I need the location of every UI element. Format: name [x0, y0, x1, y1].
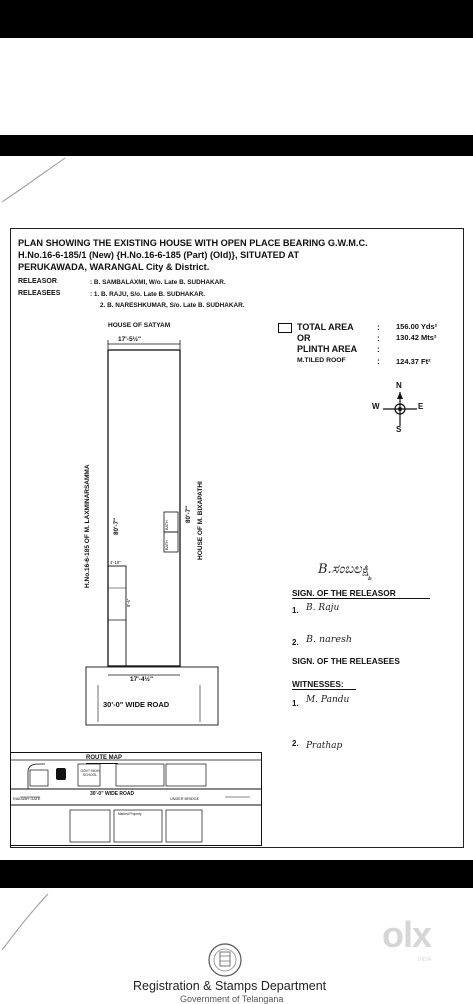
east-boundary: HOUSE OF M. BIXAPATHI	[197, 481, 204, 560]
releasee-2: 2. B. NARESHKUMAR, S/o. Late B. SUDHAKAR.	[100, 302, 245, 309]
releasor-signature: B.ಸಂಬಲಕ್ಷ್ಮಿ	[318, 562, 373, 577]
releasee-1-signature: B. Raju	[306, 603, 340, 613]
releasee-2-number: 2.	[292, 638, 299, 647]
releasees-label: RELEASEES	[18, 290, 61, 297]
total-area-label: TOTAL AREA	[297, 322, 354, 332]
north-boundary: HOUSE OF SATYAM	[108, 322, 171, 329]
upper-black-bar	[0, 135, 473, 156]
road-label: 30'-0" WIDE ROAD	[103, 700, 170, 709]
colon-4: :	[377, 356, 380, 366]
top-black-bar	[0, 0, 473, 38]
witness-1-signature: M. Pandu	[306, 695, 350, 705]
compass-west: W	[372, 402, 380, 411]
site-plan-drawing	[80, 340, 230, 740]
tiled-roof-label: M.TILED ROOF	[297, 357, 346, 364]
releasor-sign-heading: SIGN. OF THE RELEASOR	[292, 588, 396, 598]
olx-watermark: olx	[382, 914, 432, 955]
witnesses-heading: WITNESSES:	[292, 679, 344, 689]
bath-label-2: BATH	[165, 540, 169, 550]
releasees-sign-heading: SIGN. OF THE RELEASEES	[292, 656, 400, 666]
releasee-1-number: 1.	[292, 606, 299, 615]
total-area-value: 156.00 Yds²	[396, 322, 438, 331]
olx-watermark-sub: INDIA	[418, 957, 432, 963]
releasor-value: : B. SAMBALAXMI, W/o. Late B. SUDHAKAR.	[90, 279, 226, 286]
witnesses-underline	[292, 689, 356, 690]
telangana-emblem-icon	[207, 942, 243, 978]
page-curl-line-top	[0, 150, 70, 210]
department-name: Registration & Stamps Department	[133, 979, 327, 993]
compass-rose-icon	[381, 390, 419, 428]
route-map-title: ROUTE MAP	[86, 755, 122, 761]
room-dim-2: 8'-6"	[126, 598, 131, 607]
releasor-underline	[292, 598, 430, 599]
marked-property-symbol-icon	[56, 768, 66, 780]
west-boundary: H.No.16-6-185 OF M. LAXMINARSAMMA	[84, 464, 91, 588]
page-upper-white	[0, 38, 473, 135]
title-line-1: PLAN SHOWING THE EXISTING HOUSE WITH OPEN PLACE BEARING G.W.M.C.	[18, 238, 368, 248]
marked-property-label: Marked Property	[118, 812, 142, 816]
under-bridge-label: UNDER BRIDGE	[170, 797, 200, 801]
witness-2-number: 2.	[292, 739, 299, 748]
releasee-2-signature: B. naresh	[306, 634, 352, 645]
area-legend-box	[278, 323, 292, 333]
tiled-roof-value: 124.37 Ft²	[396, 357, 431, 366]
colon-1: :	[377, 322, 380, 332]
route-map-road-label: 30'-0" WIDE ROAD	[90, 791, 135, 797]
or-area-value: 130.42 Mts²	[396, 333, 437, 342]
length-dim-right: 80'-7"	[185, 505, 192, 523]
or-label: OR	[297, 333, 311, 343]
length-dim-left: 80'-7"	[113, 517, 120, 535]
school-label: GOVT HIGH SCHOOL	[80, 769, 100, 777]
page-curl-line-bottom	[0, 888, 60, 958]
compass-east: E	[418, 402, 424, 411]
compass-north: N	[396, 381, 402, 390]
top-width-dim: 17'-5½"	[118, 336, 142, 343]
compass-south: S	[396, 425, 402, 434]
bath-label-1: BATH	[165, 520, 169, 530]
bottom-width-dim: 17'-4½"	[130, 676, 154, 683]
releasee-1: : 1. B. RAJU, S/o. Late B. SUDHAKAR.	[90, 291, 206, 298]
government-name: Government of Telangana	[180, 994, 284, 1004]
route-map-title-underline	[86, 763, 118, 764]
witness-2-signature: Prathap	[306, 741, 343, 751]
releasor-label: RELEASOR	[18, 278, 57, 285]
plinth-area-label: PLINTH AREA	[297, 344, 358, 354]
lower-black-bar	[0, 860, 473, 888]
witness-1-number: 1.	[292, 699, 299, 708]
colon-2: :	[377, 333, 380, 343]
title-line-3: PERUKAWADA, WARANGAL City & District.	[18, 262, 210, 272]
railway-gate-label: RAILWAY GATE	[13, 797, 41, 801]
room-dim-1: 4'-10"	[110, 560, 121, 565]
route-map-drawing	[10, 752, 262, 846]
title-line-2: H.No.16-6-185/1 (New) {H.No.16-6-185 (Part) (Old)}, SITUATED AT	[18, 250, 300, 260]
colon-3: :	[377, 344, 380, 354]
